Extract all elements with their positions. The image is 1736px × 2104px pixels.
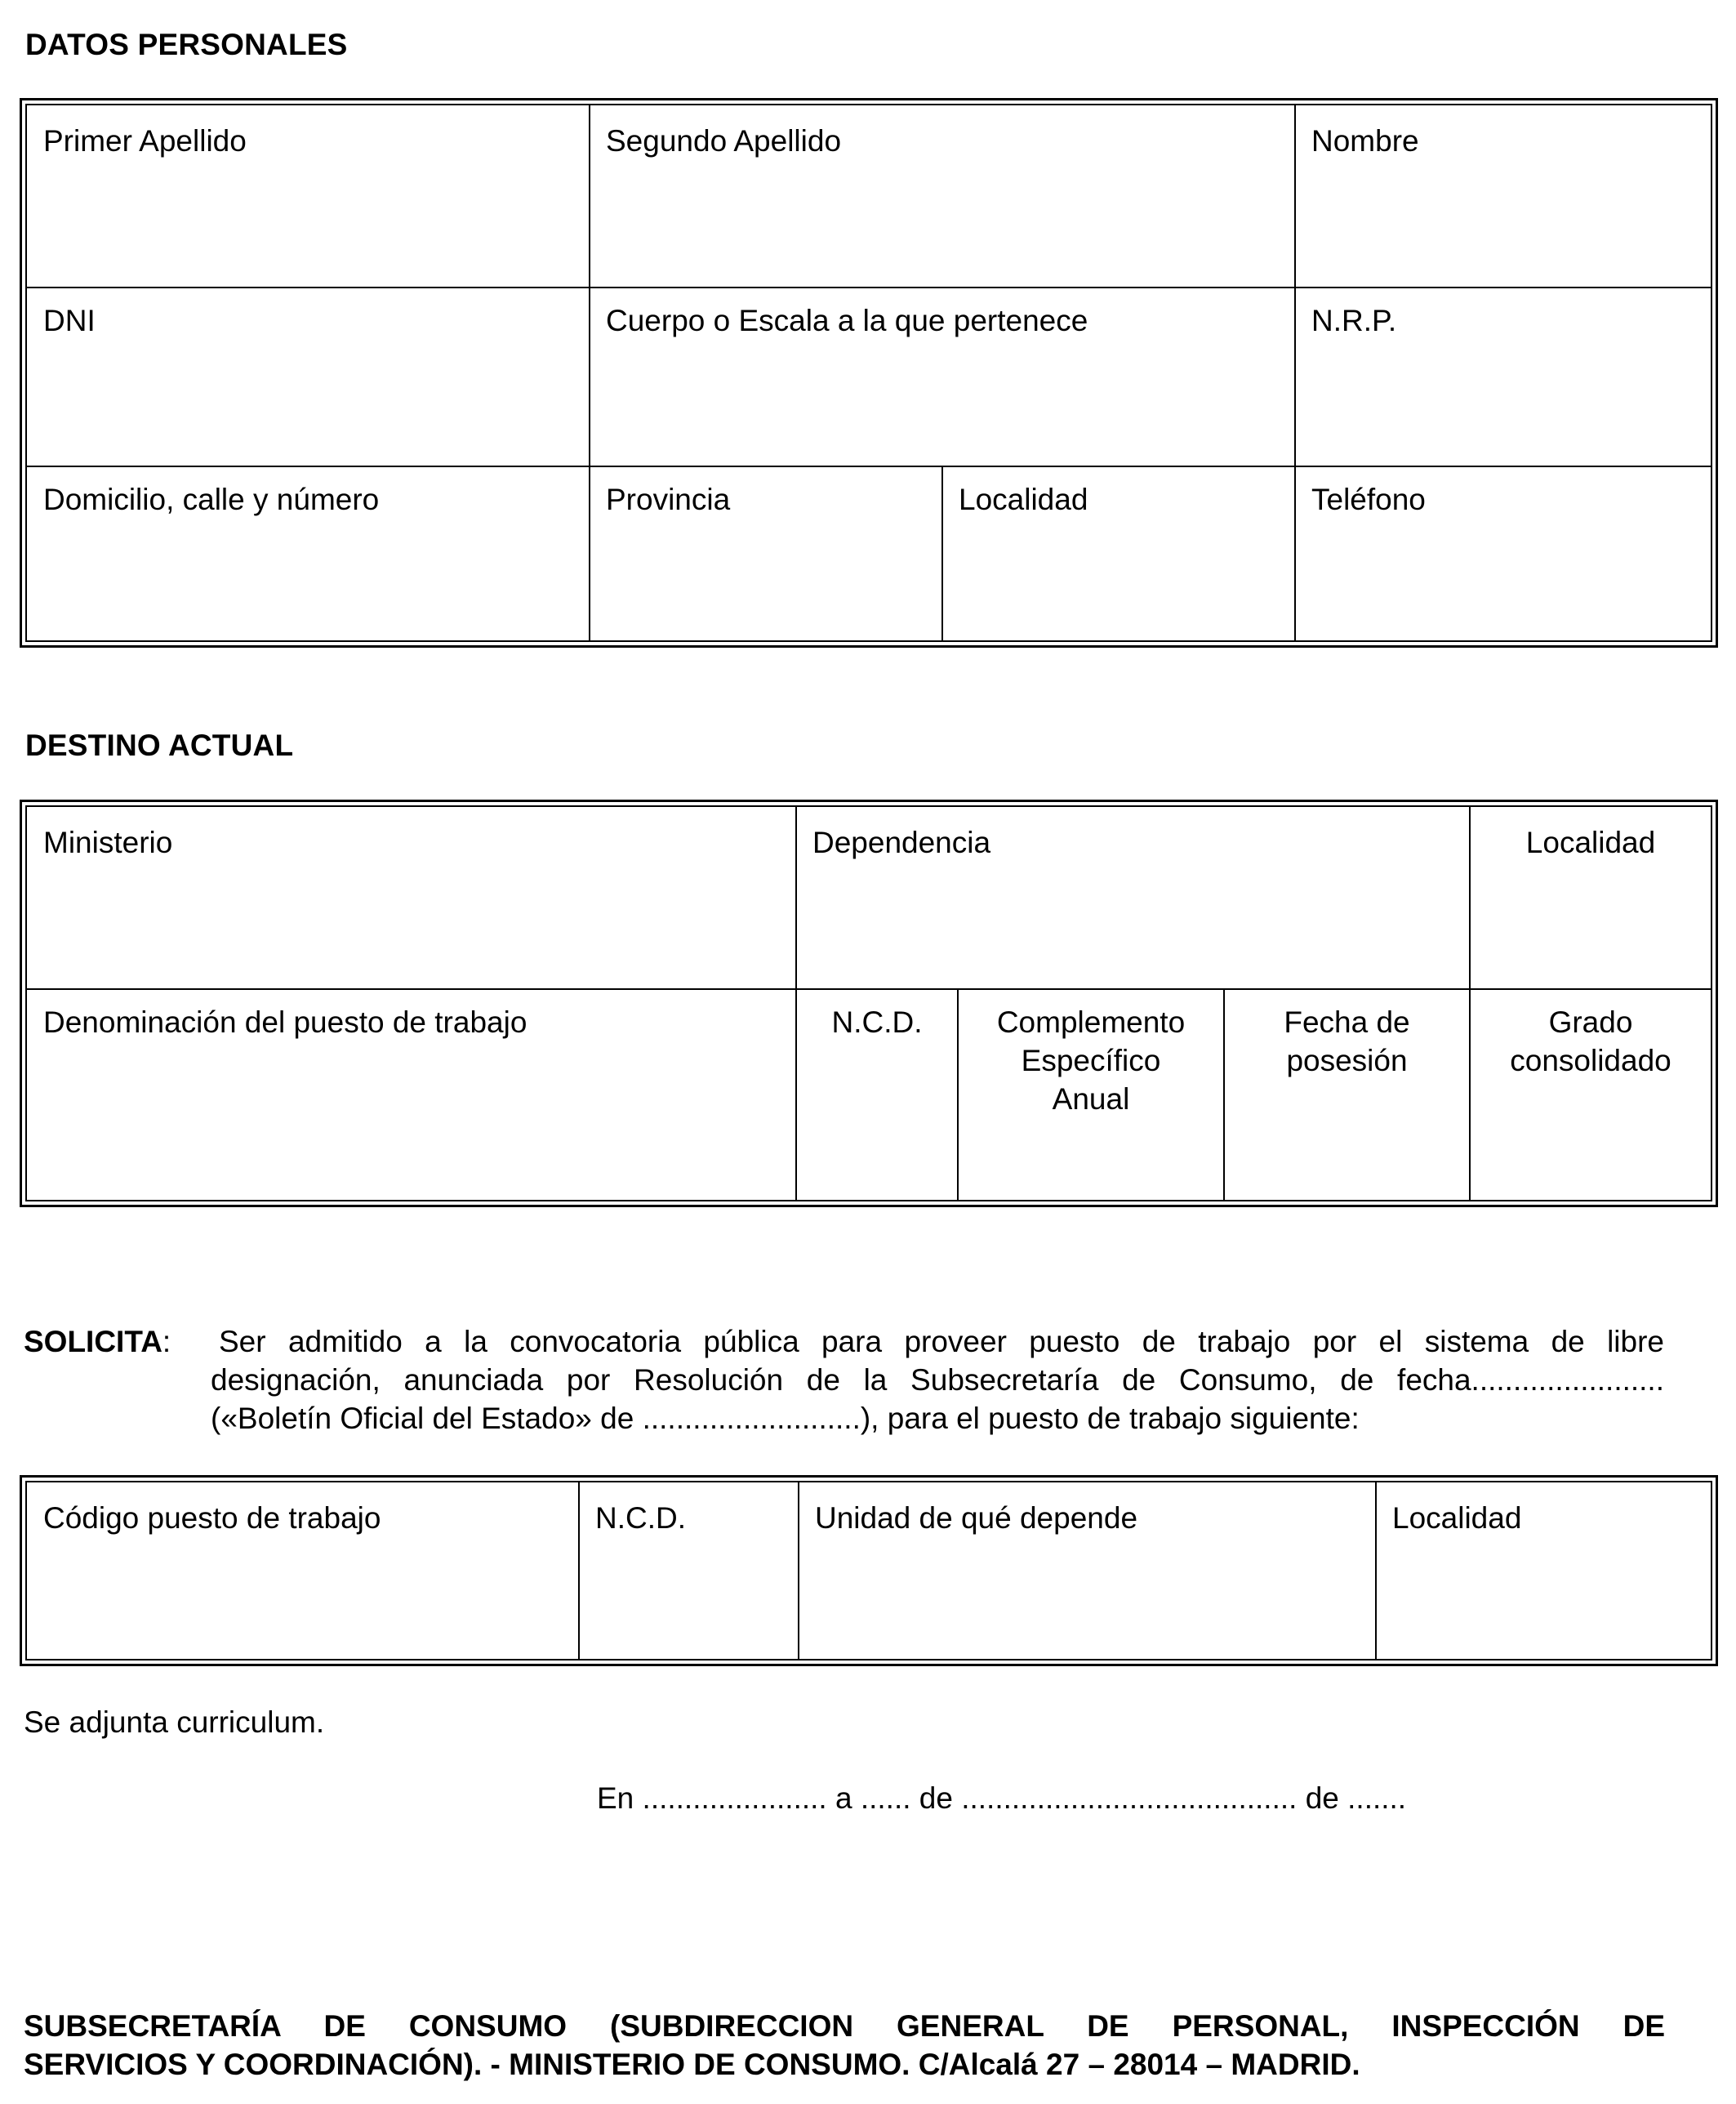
complemento-line-2: Específico bbox=[1021, 1044, 1161, 1077]
field-label-localidad-solicitado: Localidad bbox=[1392, 1501, 1522, 1535]
field-label-cuerpo-escala: Cuerpo o Escala a la que pertenece bbox=[606, 304, 1088, 337]
field-label-ncd-solicitado: N.C.D. bbox=[595, 1501, 686, 1535]
field-label-localidad-destino: Localidad bbox=[1525, 826, 1656, 859]
field-label-unidad-depende: Unidad de qué depende bbox=[815, 1501, 1138, 1535]
complemento-line-1: Complemento bbox=[996, 1005, 1186, 1039]
field-label-dni: DNI bbox=[43, 304, 96, 337]
column-divider bbox=[1294, 105, 1296, 640]
solicita-colon: : bbox=[162, 1325, 171, 1358]
puesto-solicitado-inner-border bbox=[25, 1481, 1712, 1660]
row-divider bbox=[27, 287, 1711, 288]
row-divider bbox=[27, 466, 1711, 467]
column-divider bbox=[941, 466, 943, 640]
field-label-domicilio: Domicilio, calle y número bbox=[43, 483, 380, 516]
destino-actual-inner-border bbox=[25, 805, 1712, 1201]
solicita-line-3: («Boletín Oficial del Estado» de ..........................), para el puesto de trabajo siguiente: bbox=[211, 1402, 1360, 1435]
field-label-segundo-apellido: Segundo Apellido bbox=[606, 124, 842, 158]
field-label-primer-apellido: Primer Apellido bbox=[43, 124, 247, 158]
field-label-complemento-especifico bbox=[959, 1003, 1223, 1118]
datos-personales-inner-border bbox=[25, 104, 1712, 642]
adjunta-curriculum-text: Se adjunta curriculum. bbox=[24, 1705, 325, 1739]
lugar-fecha-line: En ...................... a ...... de ........................................ de ....... bbox=[597, 1781, 1407, 1815]
fecha-line-2: posesión bbox=[1286, 1044, 1408, 1077]
puesto-solicitado-table bbox=[20, 1475, 1718, 1666]
grado-line-1: Grado bbox=[1548, 1005, 1633, 1039]
footer-address bbox=[24, 2007, 1665, 2084]
column-divider bbox=[578, 1482, 580, 1659]
field-label-grado-consolidado bbox=[1471, 1003, 1711, 1080]
field-label-denominacion-puesto: Denominación del puesto de trabajo bbox=[43, 1005, 527, 1039]
complemento-line-3: Anual bbox=[1052, 1082, 1130, 1116]
field-label-provincia: Provincia bbox=[606, 483, 731, 516]
field-label-dependencia: Dependencia bbox=[812, 826, 991, 859]
solicita-text bbox=[211, 1322, 1664, 1438]
section-heading-destino-actual: DESTINO ACTUAL bbox=[25, 729, 294, 762]
solicita-line-1: Ser admitido a la convocatoria pública para proveer puesto de trabajo por el sistema de libre bbox=[219, 1325, 1664, 1358]
footer-line-1: SUBSECRETARÍA DE CONSUMO (SUBDIRECCION GENERAL DE PERSONAL, INSPECCIÓN DE bbox=[24, 2009, 1665, 2043]
field-label-fecha-posesion bbox=[1225, 1003, 1469, 1080]
footer-line-2: SERVICIOS Y COORDINACIÓN). - MINISTERIO DE CONSUMO. C/Alcalá 27 – 28014 – MADRID. bbox=[24, 2048, 1360, 2081]
solicita-label-text: SOLICITA bbox=[24, 1325, 162, 1358]
field-label-localidad: Localidad bbox=[959, 483, 1088, 516]
datos-personales-table bbox=[20, 98, 1718, 648]
field-label-codigo-puesto: Código puesto de trabajo bbox=[43, 1501, 381, 1535]
field-label-nrp: N.R.P. bbox=[1311, 304, 1397, 337]
solicita-label bbox=[24, 1322, 171, 1361]
fecha-line-1: Fecha de bbox=[1284, 1005, 1410, 1039]
grado-line-2: consolidado bbox=[1510, 1044, 1671, 1077]
field-label-nombre: Nombre bbox=[1311, 124, 1419, 158]
row-divider bbox=[27, 988, 1711, 990]
section-heading-datos-personales: DATOS PERSONALES bbox=[25, 28, 348, 61]
column-divider bbox=[1375, 1482, 1377, 1659]
field-label-ministerio: Ministerio bbox=[43, 826, 173, 859]
column-divider bbox=[589, 105, 590, 640]
field-label-ncd: N.C.D. bbox=[831, 1005, 923, 1039]
column-divider bbox=[798, 1482, 799, 1659]
destino-actual-table bbox=[20, 800, 1718, 1207]
solicita-line-2: designación, anunciada por Resolución de la Subsecretaría de Consumo, de fecha....................... bbox=[211, 1363, 1664, 1397]
field-label-telefono: Teléfono bbox=[1311, 483, 1426, 516]
